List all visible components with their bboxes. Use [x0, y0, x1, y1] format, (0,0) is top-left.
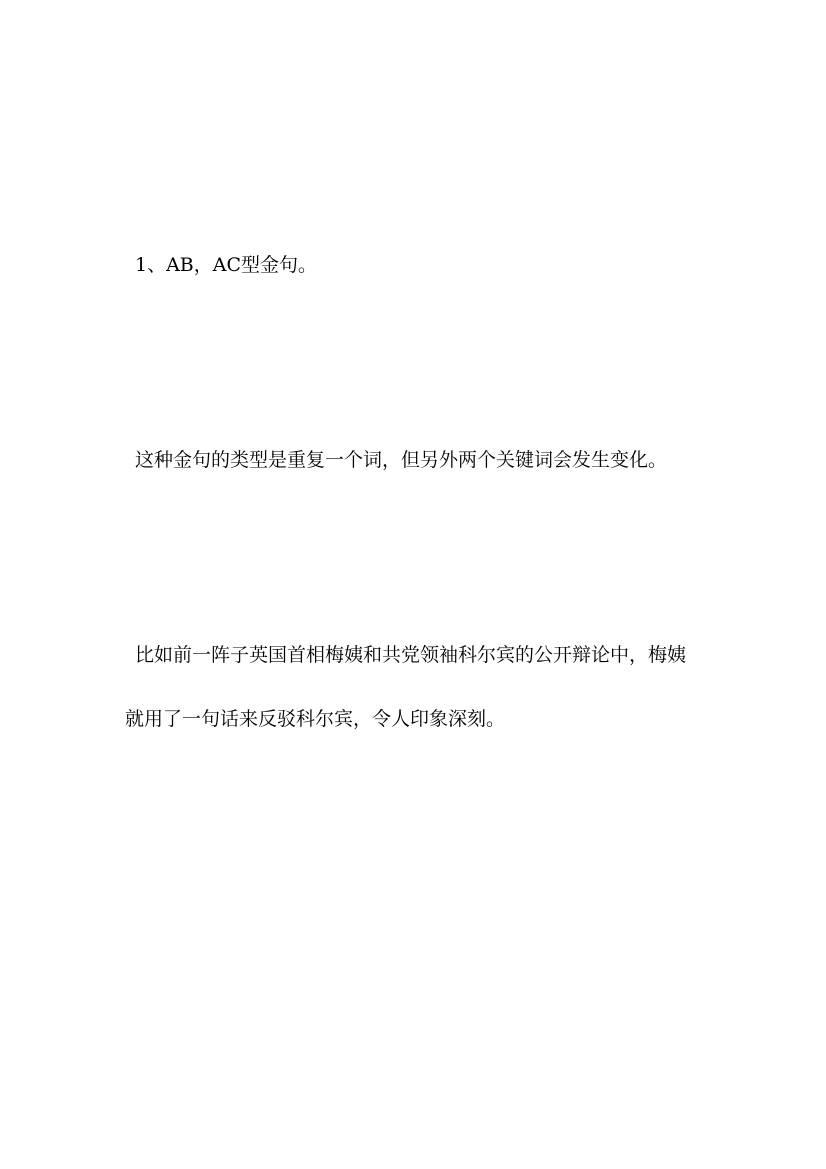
section-heading: 1、AB，AC型金句。 [135, 254, 318, 276]
paragraph-1-line-1: 这种金句的类型是重复一个词，但另外两个关键词会发生变化。 [135, 449, 668, 471]
paragraph-2-line-1: 比如前一阵子英国首相梅姨和共党领袖科尔宾的公开辩论中，梅姨 [135, 644, 687, 666]
paragraph-2-line-2: 就用了一句话来反驳科尔宾，令人印象深刻。 [125, 708, 506, 730]
